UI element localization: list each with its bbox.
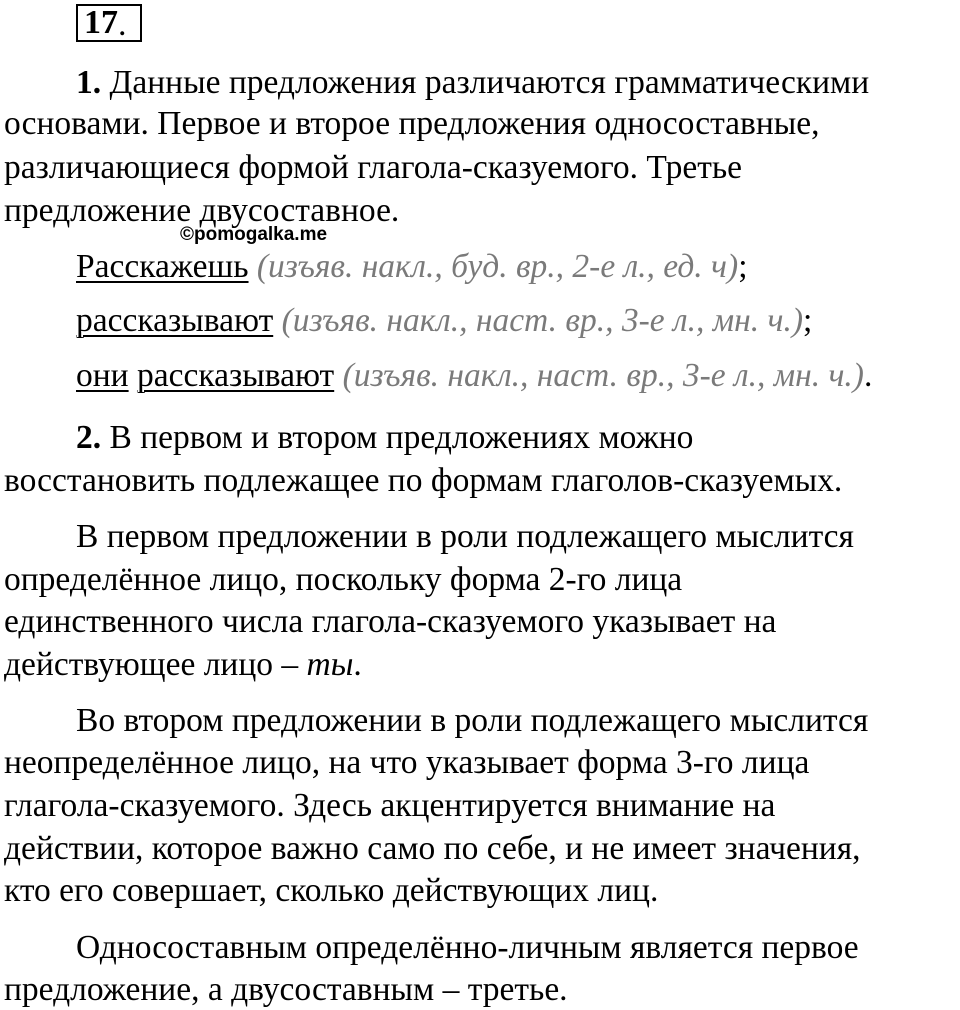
- watermark: ©pomogalka.me: [180, 224, 328, 245]
- para1-line-1: В первом предложении в роли подлежащего мыслится: [76, 518, 854, 555]
- part1-line-3: различающиеся формой глагола-сказуемого. Третье: [4, 149, 743, 186]
- para3-line-2: предложение, а двусоставным – третье.: [4, 971, 568, 1008]
- example-2-grammar: (изъяв. накл., наст. вр., 3-е л., мн. ч.): [281, 302, 803, 339]
- part2-number: 2.: [76, 419, 102, 456]
- example-1: [76, 246, 748, 287]
- example-3-punct: .: [863, 357, 873, 394]
- part1-text-1: Данные предложения различаются грамматическими: [101, 64, 870, 101]
- example-2-punct: ;: [802, 302, 813, 339]
- exercise-number-dot: .: [118, 6, 127, 43]
- para1-line-3: единственного числа глагола-сказуемого указывает на: [4, 603, 777, 640]
- part2-line-1: [76, 417, 693, 458]
- example-1-grammar: (изъяв. накл., буд. вр., 2-е л., ед. ч): [256, 248, 739, 285]
- example-3-grammar: (изъяв. накл., наст. вр., 3-е л., мн. ч.): [342, 357, 864, 394]
- para2-line-4: действии, которое важно само по себе, и не имеет значения,: [4, 830, 861, 867]
- para2-line-2: неопределённое лицо, на что указывает форма 3-го лица: [4, 744, 810, 781]
- para1-last-italic: ты: [306, 646, 354, 683]
- part1-line-1: [76, 62, 869, 103]
- para1-last-prefix: действующее лицо –: [4, 646, 307, 683]
- part1-line-4: предложение двусоставное.: [4, 192, 400, 229]
- para1-line-2: определённое лицо, поскольку форма 2-го лица: [4, 561, 683, 598]
- part1-line-2: основами. Первое и второе предложения односоставные,: [4, 105, 820, 142]
- part2-line-2: восстановить подлежащее по формам глаголов-сказуемых.: [4, 462, 843, 499]
- para1-last-suffix: .: [353, 646, 362, 683]
- example-1-predicate: Расскажешь: [76, 248, 249, 285]
- example-3: [76, 355, 872, 396]
- para2-line-3: глагола-сказуемого. Здесь акцентируется внимание на: [4, 787, 776, 824]
- example-3-subject: они: [76, 357, 129, 394]
- para3-line-1: Односоставным определённо-личным является первое: [76, 929, 859, 966]
- para2-line-5: кто его совершает, сколько действующих лиц.: [4, 872, 659, 909]
- para1-line-4: [4, 644, 362, 685]
- example-2-predicate: рассказывают: [76, 302, 274, 339]
- part2-text-1: В первом и втором предложениях можно: [101, 419, 694, 456]
- part1-number: 1.: [76, 64, 102, 101]
- para2-line-1: Во втором предложении в роли подлежащего мыслится: [76, 702, 869, 739]
- example-3-predicate: рассказывают: [136, 357, 335, 394]
- exercise-number-box: [76, 4, 142, 42]
- exercise-number: 17: [84, 4, 118, 41]
- example-1-punct: ;: [738, 248, 748, 285]
- example-2: [76, 300, 812, 341]
